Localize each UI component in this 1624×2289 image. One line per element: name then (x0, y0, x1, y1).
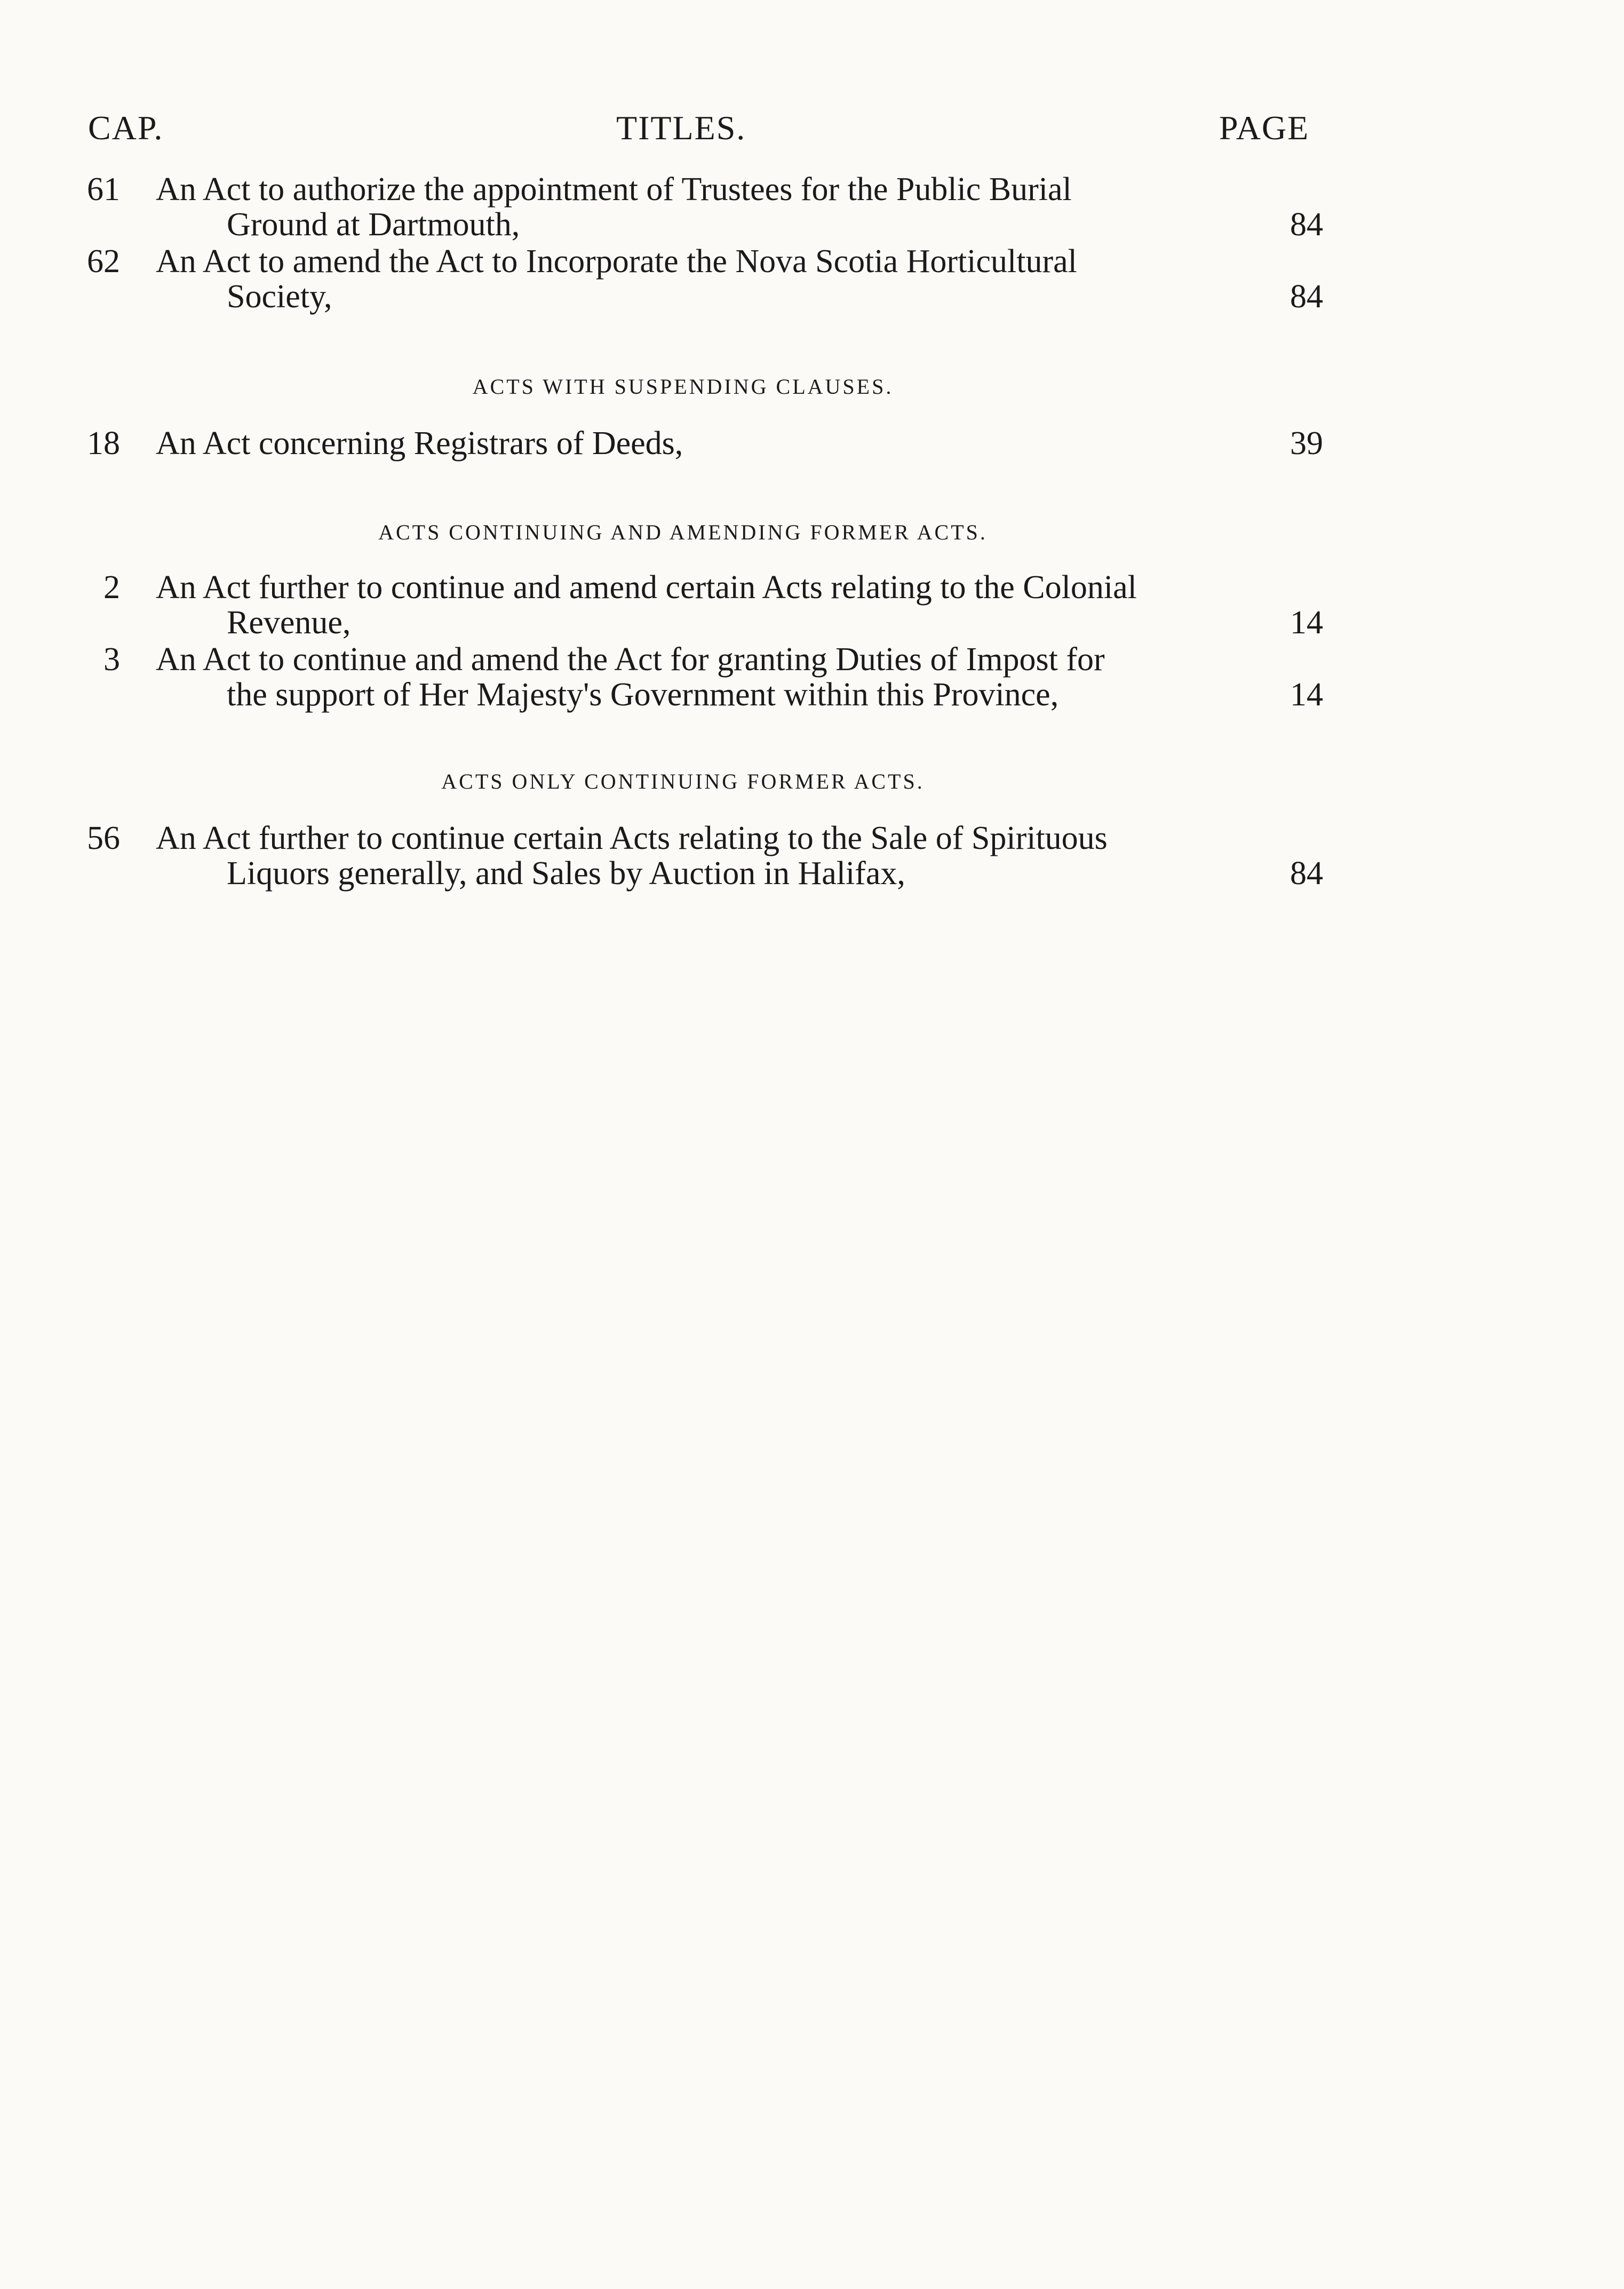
column-header-page: PAGE (1219, 109, 1310, 147)
column-header-titles: TITLES. (616, 109, 746, 147)
page-number: 14 (1290, 677, 1323, 713)
section-heading-continuing-amending: ACTS CONTINUING AND AMENDING FORMER ACTS. (378, 520, 988, 544)
page-number: 84 (1290, 206, 1323, 243)
page-number: 39 (1290, 425, 1323, 462)
act-title-line1: An Act concerning Registrars of Deeds, (156, 425, 683, 462)
act-title-line2: Society, (227, 279, 332, 315)
act-title-line1: An Act to authorize the appointment of Trustees for the Public Burial (156, 171, 1072, 208)
act-title-line2: Revenue, (227, 605, 351, 641)
cap-number: 62 (87, 243, 120, 280)
cap-number: 61 (87, 171, 120, 208)
section-heading-only-continuing: ACTS ONLY CONTINUING FORMER ACTS. (441, 769, 925, 793)
page-number: 84 (1290, 855, 1323, 892)
page-number: 14 (1290, 605, 1323, 641)
section-heading-suspending: ACTS WITH SUSPENDING CLAUSES. (472, 375, 894, 399)
cap-number: 18 (87, 425, 120, 462)
act-title-line2: the support of Her Majesty's Government within this Province, (227, 677, 1059, 713)
act-title-line1: An Act to continue and amend the Act for granting Duties of Impost for (156, 641, 1105, 678)
page-number: 84 (1290, 279, 1323, 315)
column-header-cap: CAP. (88, 109, 164, 147)
act-title-line1: An Act to amend the Act to Incorporate the Nova Scotia Horticultural (156, 243, 1077, 280)
cap-number: 56 (87, 820, 120, 856)
cap-number: 2 (104, 569, 120, 606)
act-title-line2: Liquors generally, and Sales by Auction in Halifax, (227, 855, 905, 892)
act-title-line1: An Act further to continue certain Acts relating to the Sale of Spirituous (156, 820, 1108, 856)
act-title-line1: An Act further to continue and amend certain Acts relating to the Colonial (156, 569, 1137, 606)
cap-number: 3 (104, 641, 120, 678)
act-title-line2: Ground at Dartmouth, (227, 206, 520, 243)
